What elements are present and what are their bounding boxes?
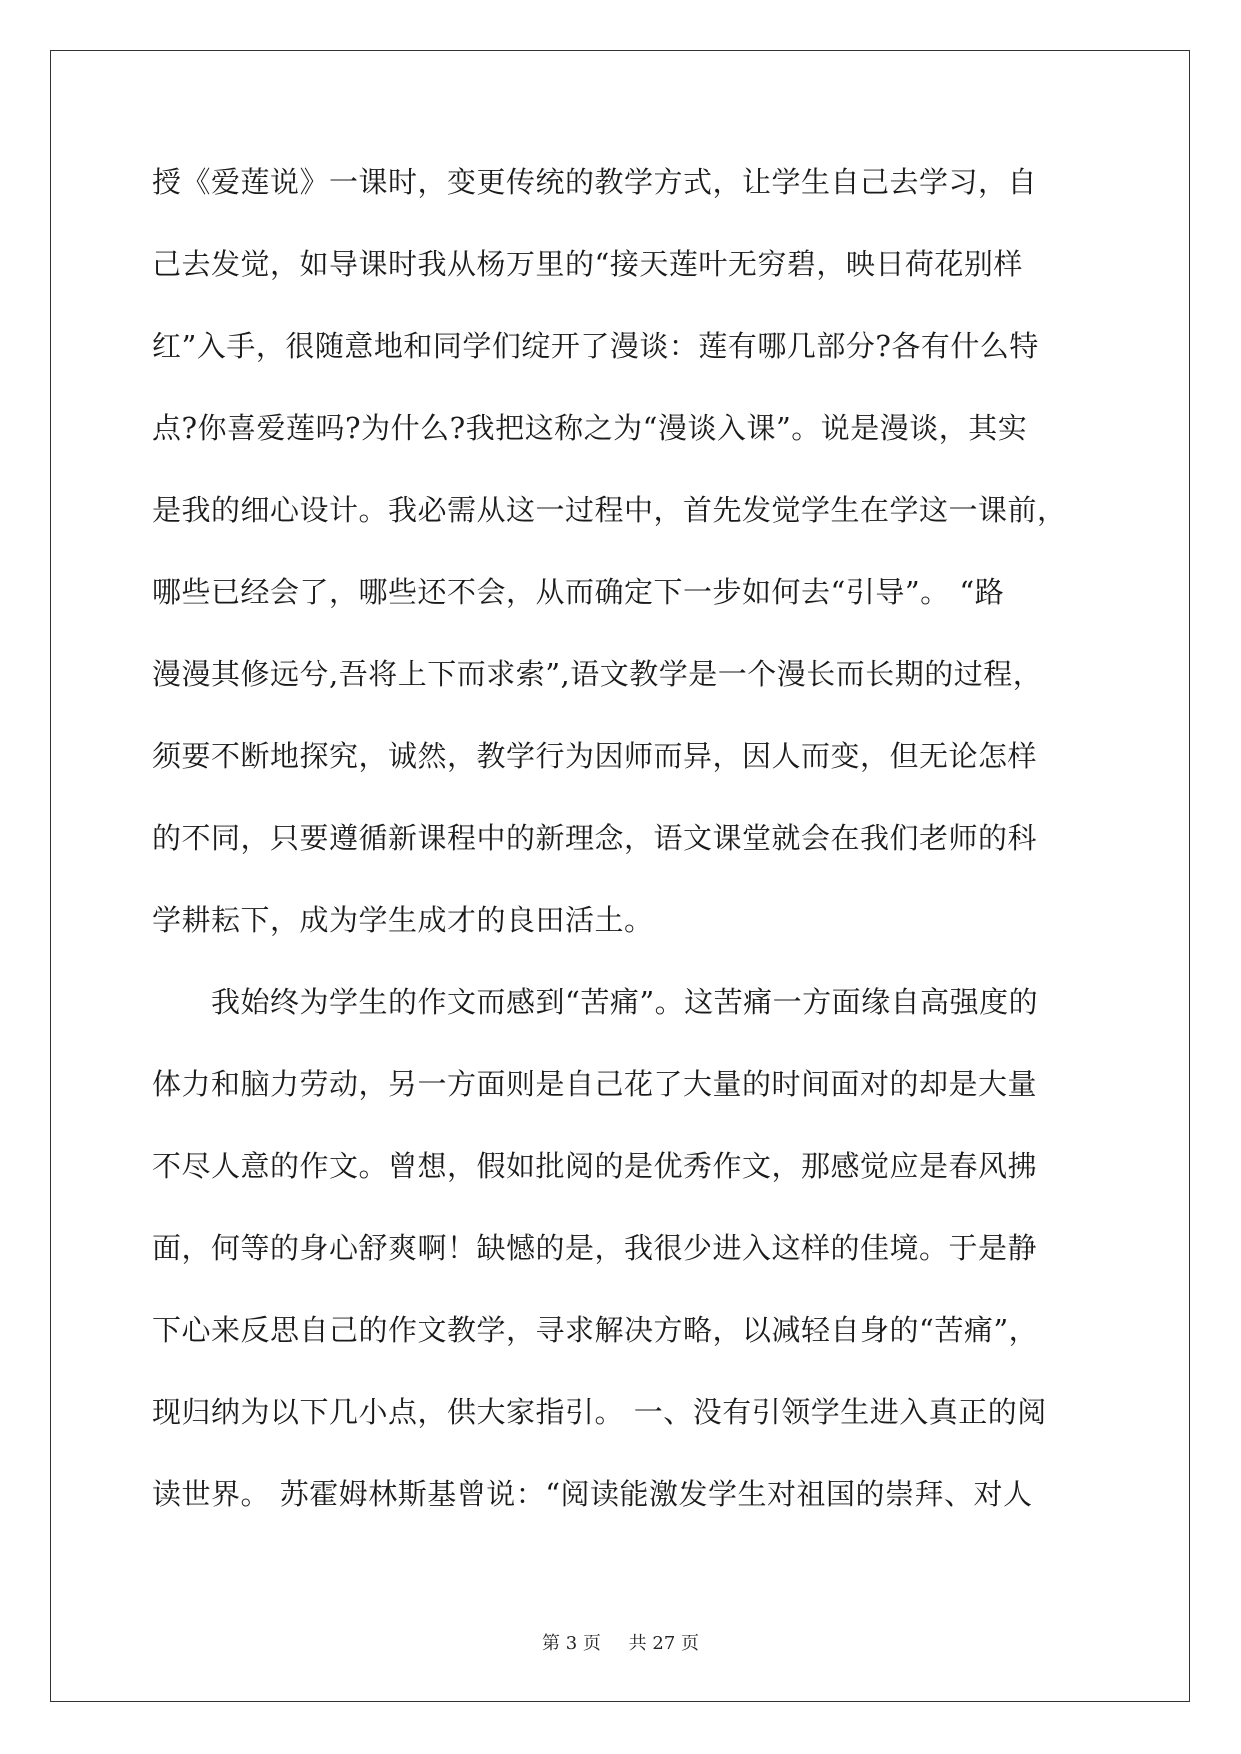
text-line: 面，何等的身心舒爽啊！缺憾的是，我很少进入这样的佳境。于是静	[152, 1231, 1038, 1265]
page-number: 第 3 页	[542, 1633, 601, 1654]
text-line: 的不同，只要遵循新课程中的新理念，语文课堂就会在我们老师的科	[152, 821, 1038, 855]
text-line: 学耕耘下，成为学生成才的良田活土。	[152, 903, 654, 937]
text-line: 我始终为学生的作文而感到“苦痛”。这苦痛一方面缘自高强度的	[152, 985, 1039, 1019]
text-line: 不尽人意的作文。曾想，假如批阅的是优秀作文，那感觉应是春风拂	[152, 1149, 1038, 1183]
text-line: 己去发觉，如导课时我从杨万里的“接天莲叶无穷碧，映日荷花别样	[152, 247, 1023, 281]
text-line: 下心来反思自己的作文教学，寻求解决方略，以减轻自身的“苦痛”，	[152, 1313, 1039, 1347]
text-line: 授《爱莲说》一课时，变更传统的教学方式，让学生自己去学习，自	[152, 165, 1038, 199]
text-line: 读世界。 苏霍姆林斯基曾说：“阅读能激发学生对祖国的崇拜、对人	[152, 1477, 1033, 1511]
text-line: 须要不断地探究，诚然，教学行为因师而异，因人而变，但无论怎样	[152, 739, 1038, 773]
text-line: 现归纳为以下几小点，供大家指引。 一、没有引领学生进入真正的阅	[152, 1395, 1047, 1429]
text-line: 点?你喜爱莲吗?为什么?我把这称之为“漫谈入课”。说是漫谈，其实	[152, 411, 1028, 445]
document-body	[152, 160, 1092, 1554]
text-line: 体力和脑力劳动，另一方面则是自己花了大量的时间面对的却是大量	[152, 1067, 1038, 1101]
page-footer	[0, 1632, 1241, 1656]
page-total: 共 27 页	[628, 1633, 699, 1654]
text-line: 是我的细心设计。我必需从这一过程中，首先发觉学生在学这一课前，	[152, 493, 1067, 527]
text-line: 红”入手，很随意地和同学们绽开了漫谈：莲有哪几部分?各有什么特	[152, 329, 1039, 363]
text-line: 漫漫其修远兮,吾将上下而求索”,语文教学是一个漫长而长期的过程，	[152, 657, 1043, 691]
text-line: 哪些已经会了，哪些还不会，从而确定下一步如何去“引导”。 “路	[152, 575, 1005, 609]
